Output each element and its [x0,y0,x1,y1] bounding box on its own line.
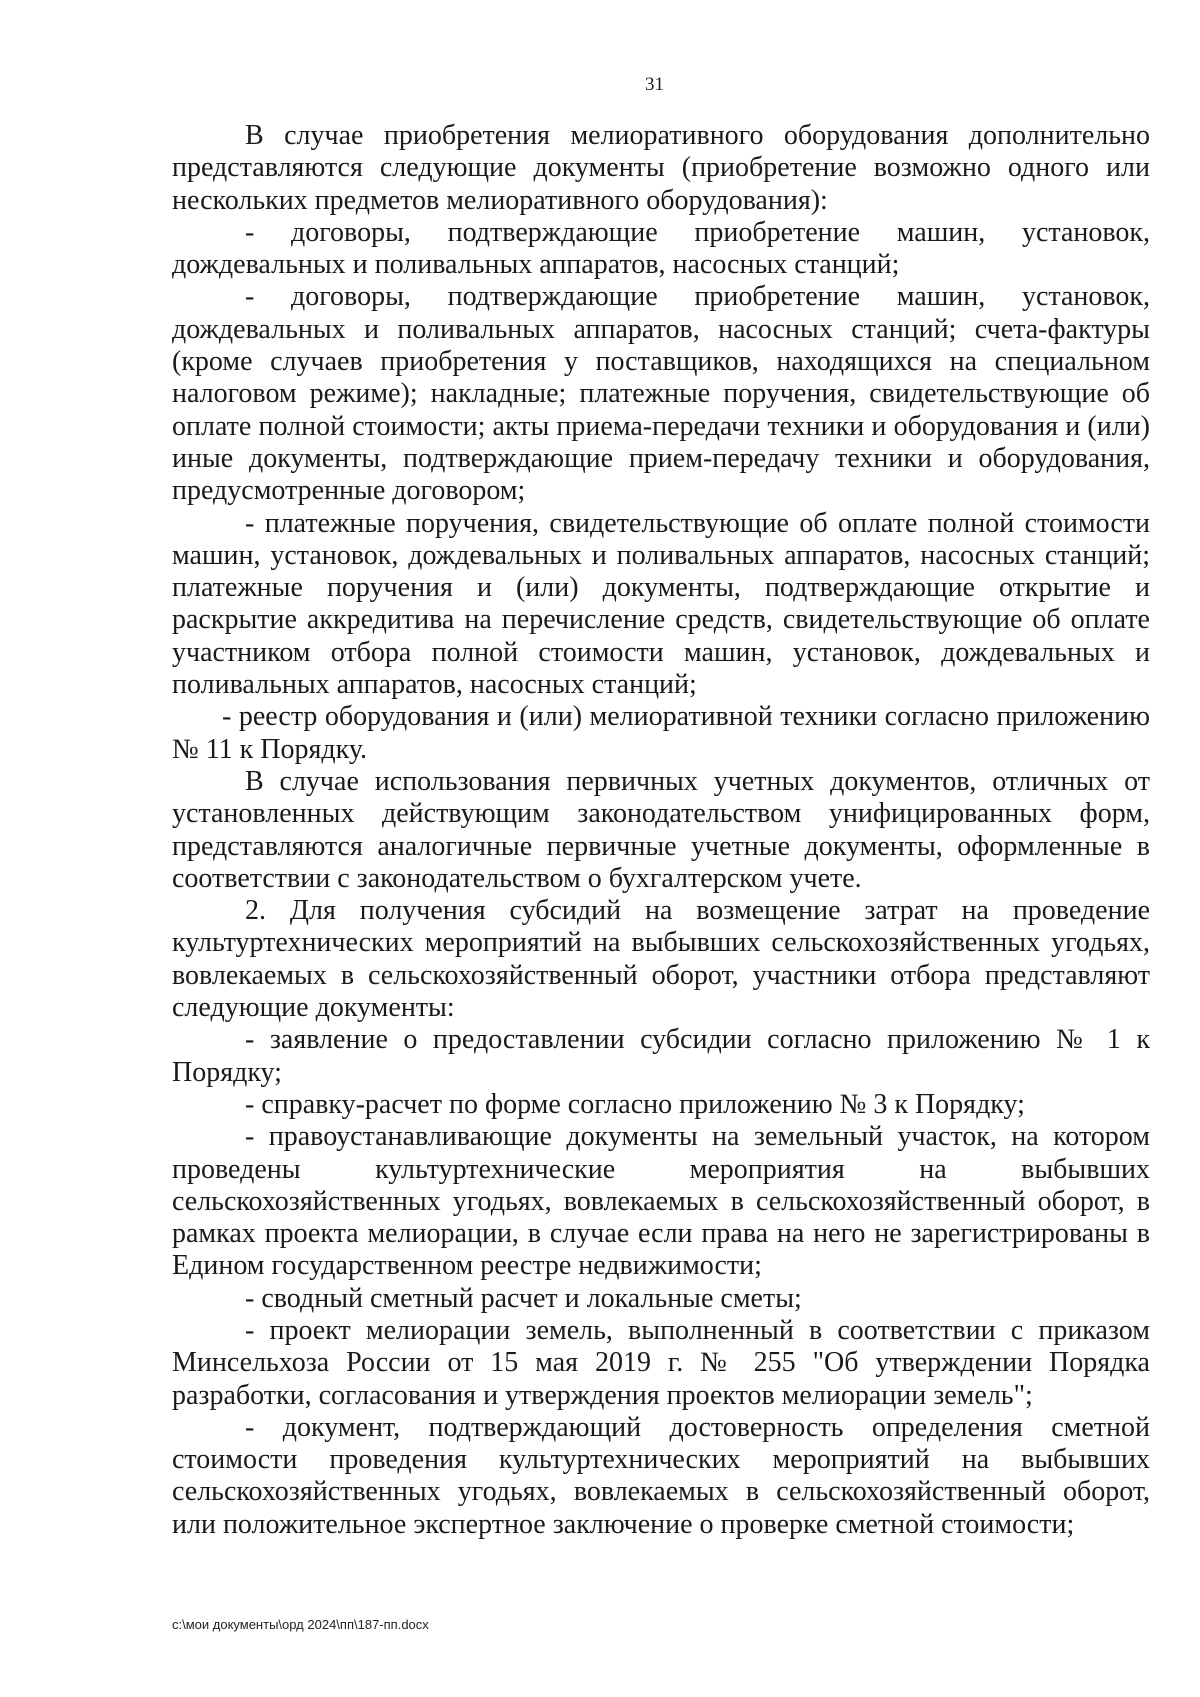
list-item: - реестр оборудования и (или) мелиоративной техники согласно приложению № 11 к Порядку. [172,701,1150,765]
document-body [172,120,1150,1541]
list-item: - правоустанавливающие документы на земельный участок, на котором проведены культуртехнические мероприятия на выбывших сельскохозяйственных угодьях, вовлекаемых в сельскохозяйственный оборот, в рамках проекта мелиорации, в случае если права на него не зарегистрированы в Едином государственном реестре недвижимости; [172,1121,1150,1282]
list-item: - проект мелиорации земель, выполненный в соответствии с приказом Минсельхоза России от 15 мая 2019 г. № 255 "Об утверждении Порядка разработки, согласования и утверждения проектов мелиорации земель"; [172,1314,1150,1411]
list-item: - договоры, подтверждающие приобретение машин, установок, дождевальных и поливальных аппаратов, насосных станций; [172,216,1150,281]
page-number: 31 [645,74,664,95]
list-item: - сводный сметный расчет и локальные сметы; [245,1282,802,1314]
list-item: - заявление о предоставлении субсидии согласно приложению № 1 к Порядку; [172,1024,1150,1088]
paragraph: В случае приобретения мелиоративного оборудования дополнительно представляются следующие документы (приобретение возможно одного или нескольких предметов мелиоративного оборудования): [172,120,1150,216]
file-path-footer: c:\мои документы\орд 2024\пп\187-пп.docx [172,1617,429,1632]
list-item: - документ, подтверждающий достоверность определения сметной стоимости проведения культуртехнических мероприятий на выбывших сельскохозяйственных угодьях, вовлекаемых в сельскохозяйственный оборот, или положительное экспертное заключение о проверке сметной стоимости; [172,1411,1150,1540]
paragraph: 2. Для получения субсидий на возмещение затрат на проведение культуртехнических мероприятий на выбывших сельскохозяйственных угодьях, вовлекаемых в сельскохозяйственный оборот, участники отбора представляют следующие документы: [172,895,1150,1024]
list-item: - договоры, подтверждающие приобретение машин, установок, дождевальных и поливальных аппаратов, насосных станций; счета-фактуры (кроме случаев приобретения у поставщиков, находящихся на специальном налоговом режиме); накладные; платежные поручения, свидетельствующие об оплате полной стоимости; акты приема-передачи техники и оборудования и (или) иные документы, подтверждающие прием-передачу техники и оборудования, предусмотренные договором; [172,281,1150,507]
paragraph: В случае использования первичных учетных документов, отличных от установленных действующим законодательством унифицированных форм, представляются аналогичные первичные учетные документы, оформленные в соответствии с законодательством о бухгалтерском учете. [172,765,1150,894]
list-item: - справку-расчет по форме согласно приложению № 3 к Порядку; [245,1088,1025,1120]
list-item: - платежные поручения, свидетельствующие об оплате полной стоимости машин, установок, дождевальных и поливальных аппаратов, насосных станций; платежные поручения и (или) документы, подтверждающие открытие и раскрытие аккредитива на перечисление средств, свидетельствующие об оплате участником отбора полной стоимости машин, установок, дождевальных и поливальных аппаратов, насосных станций; [172,507,1150,701]
